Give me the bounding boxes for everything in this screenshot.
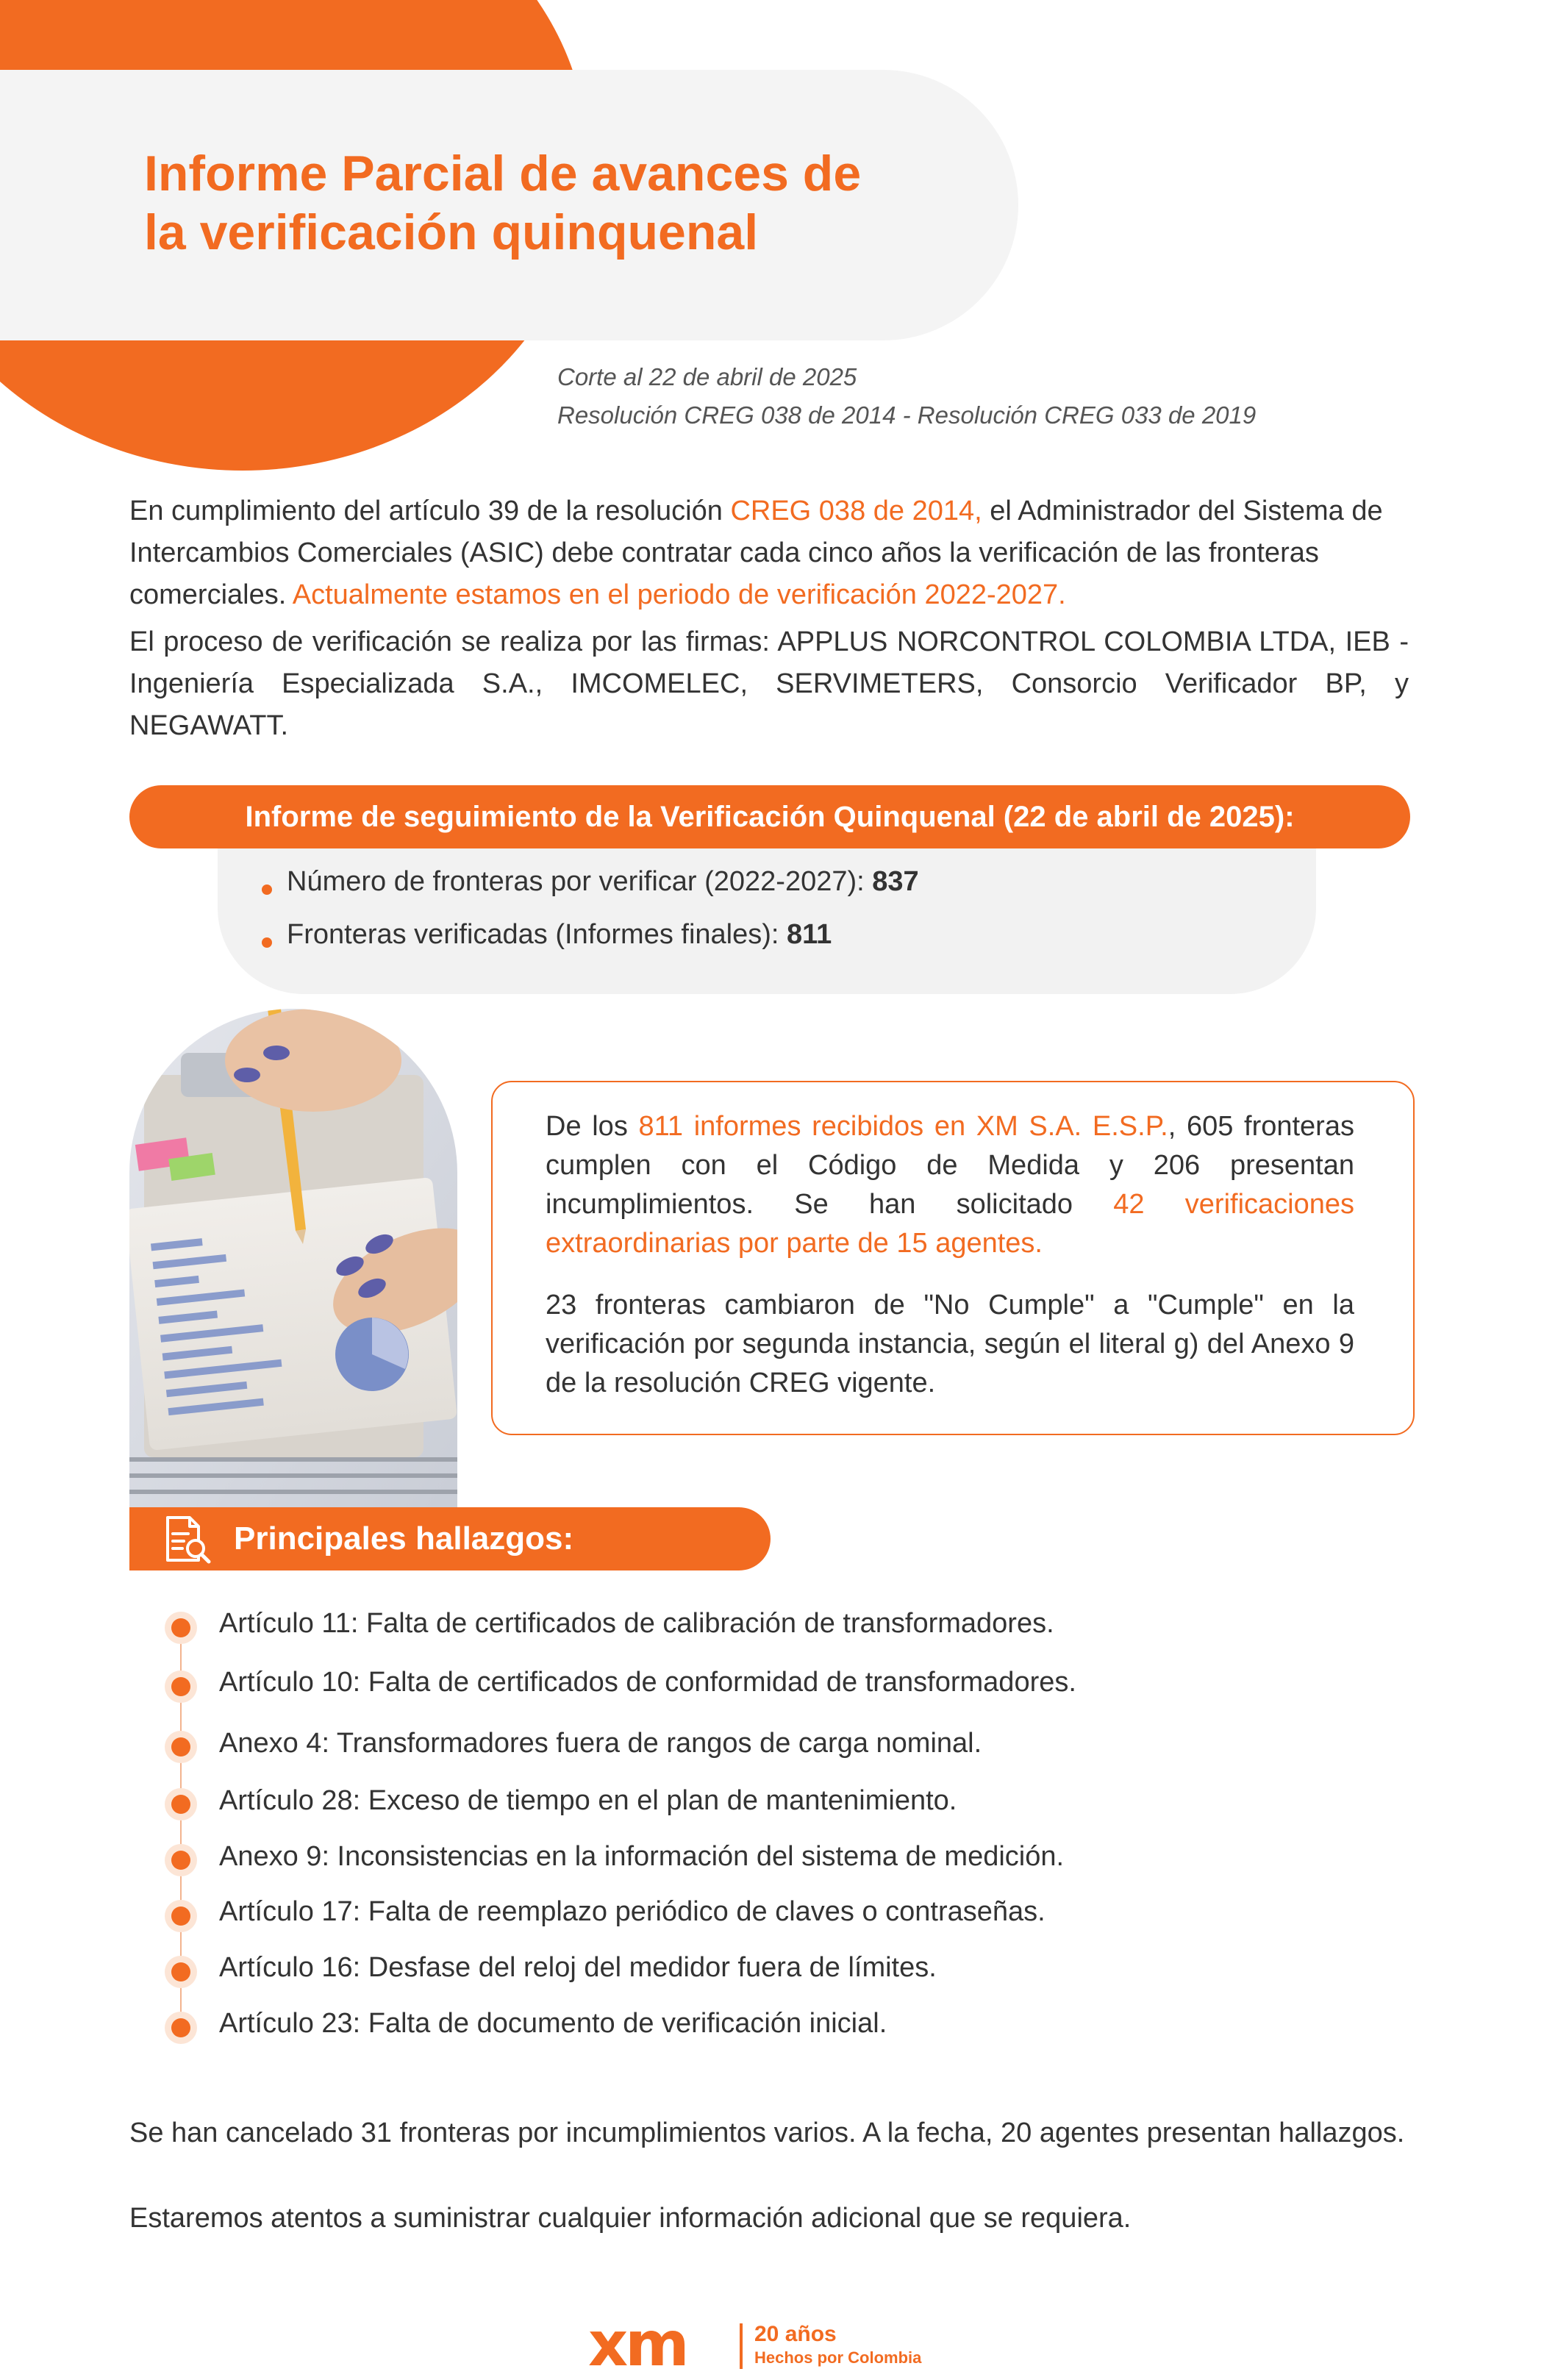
finding-bullet <box>165 1956 197 1988</box>
finding-bullet <box>165 1844 197 1876</box>
summary-highlight-verifications: 42 verificaciones extraordinarias por parte de 15 agentes. <box>546 1189 1354 1259</box>
logo-tagline-colombia: Hechos por Colombia <box>754 2348 922 2367</box>
intro-highlight-period: Actualmente estamos en el periodo de verificación 2022-2027. <box>292 579 1066 610</box>
summary-text: , 605 fronteras cumplen con el Código de Medida y 206 presentan incumplimientos. Se han solicitado <box>546 1111 1354 1220</box>
xm-logo <box>588 2308 956 2380</box>
summary-paragraph-2: 23 fronteras cambiaron de "No Cumple" a "Cumple" en la verificación por segunda instancia, según el literal g) del Anexo 9 de la resolución CREG vigente. <box>546 1290 1354 1398</box>
finding-item: Artículo 16: Desfase del reloj del medidor fuera de límites. <box>219 1952 937 1983</box>
intro-paragraph-2: El proceso de verificación se realiza por las firmas: APPLUS NORCONTROL COLOMBIA LTDA, IEB - Ingeniería Especializada S.A., IMCOMELEC, SERVIMETERS, Consorcio Verificador BP, y NEGAWATT. <box>129 626 1409 741</box>
closing-paragraph-2: Estaremos atentos a suministrar cualquier información adicional que se requiera. <box>129 2203 1132 2234</box>
xm-logo-mark: xm <box>588 2308 687 2380</box>
finding-bullet-core <box>171 1851 190 1870</box>
page-title <box>144 144 990 262</box>
finding-bullet <box>165 2012 197 2044</box>
documents-photo-illustration <box>129 1009 457 1523</box>
document-search-icon <box>163 1515 212 1565</box>
finding-bullet <box>165 1788 197 1820</box>
finding-bullet-core <box>171 1906 190 1926</box>
cutoff-date: Corte al 22 de abril de 2025 <box>557 363 857 390</box>
summary-highlight-reports: 811 informes recibidos en XM S.A. E.S.P. <box>638 1111 1168 1142</box>
finding-item: Artículo 28: Exceso de tiempo en el plan de mantenimiento. <box>219 1785 957 1816</box>
intro-text: el Administrador del Sistema de Intercambios Comerciales (ASIC) debe contratar cada cinco años la verificación de las fronteras comerciales. <box>129 496 1383 610</box>
tracking-banner-title: Informe de seguimiento de la Verificación Quinquenal (22 de abril de 2025): <box>245 801 1295 833</box>
stat-label: Fronteras verificadas (Informes finales): <box>287 919 787 950</box>
documents-photo <box>129 1009 457 1523</box>
intro-paragraph-1 <box>129 490 1409 616</box>
bullet-dot <box>262 885 272 895</box>
finding-item: Artículo 17: Falta de reemplazo periódico de claves o contraseñas. <box>219 1896 1046 1927</box>
intro-highlight-creg: CREG 038 de 2014, <box>730 496 982 526</box>
intro-text: En cumplimiento del artículo 39 de la resolución <box>129 496 731 526</box>
finding-item: Artículo 11: Falta de certificados de calibración de transformadores. <box>219 1608 1054 1639</box>
finding-item: Artículo 10: Falta de certificados de conformidad de transformadores. <box>219 1667 1076 1698</box>
stat-value: 837 <box>872 866 919 897</box>
finding-bullet-core <box>171 2018 190 2037</box>
finding-bullet-core <box>171 1962 190 1981</box>
finding-bullet <box>165 1731 197 1763</box>
page-title-line-2: la verificación quinquenal <box>144 204 759 260</box>
finding-bullet <box>165 1900 197 1932</box>
finding-bullet-core <box>171 1677 190 1696</box>
findings-title: Principales hallazgos: <box>234 1520 574 1557</box>
stat-frontiers-verified <box>287 919 832 951</box>
resolutions-line: Resolución CREG 038 de 2014 - Resolución CREG 033 de 2019 <box>557 401 1257 429</box>
stat-frontiers-to-verify <box>287 866 919 898</box>
finding-bullet <box>165 1612 197 1644</box>
page-title-line-1: Informe Parcial de avances de <box>144 146 862 201</box>
summary-text: De los <box>546 1111 639 1142</box>
logo-divider <box>740 2323 743 2369</box>
finding-bullet-core <box>171 1737 190 1757</box>
summary-paragraph-1 <box>546 1107 1354 1263</box>
finding-bullet <box>165 1670 197 1703</box>
stat-value: 811 <box>787 919 832 950</box>
finding-bullet-core <box>171 1618 190 1637</box>
finding-item: Anexo 9: Inconsistencias en la información del sistema de medición. <box>219 1841 1065 1872</box>
finding-item: Anexo 4: Transformadores fuera de rangos de carga nominal. <box>219 1728 982 1759</box>
finding-bullet-core <box>171 1795 190 1814</box>
stat-label: Número de fronteras por verificar (2022-2027): <box>287 866 873 897</box>
finding-item: Artículo 23: Falta de documento de verificación inicial. <box>219 2008 887 2039</box>
closing-paragraph-1: Se han cancelado 31 fronteras por incumplimientos varios. A la fecha, 20 agentes presentan hallazgos. <box>129 2118 1405 2148</box>
bullet-dot <box>262 937 272 948</box>
logo-tagline-years: 20 años <box>754 2322 837 2346</box>
